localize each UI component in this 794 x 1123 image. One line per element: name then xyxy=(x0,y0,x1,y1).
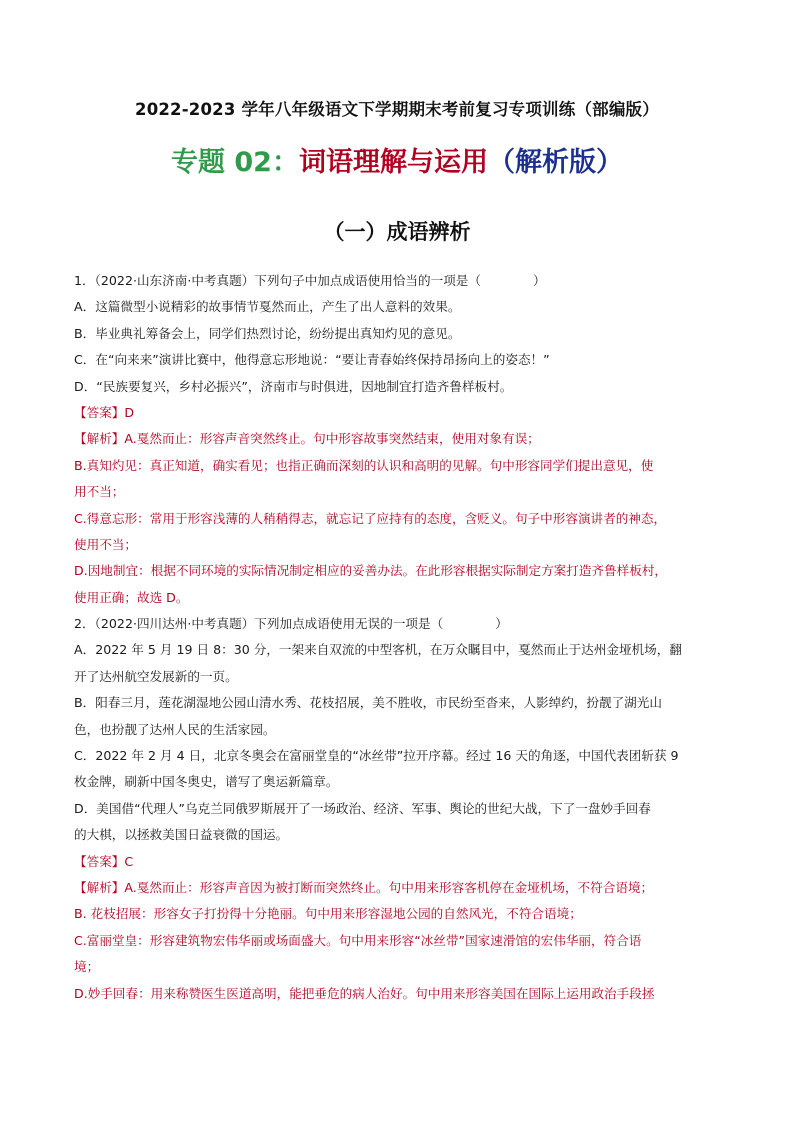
document-header-title: 2022-2023 学年八年级语文下学期期末考前复习专项训练（部编版） xyxy=(135,100,659,119)
question-2-option-line: 的大棋，以拯救美国日益衰微的国运。 xyxy=(74,827,289,843)
question-1-analysis-line: 使用正确；故选 D。 xyxy=(74,589,189,605)
question-1-stem: 1．（2022·山东济南·中考真题）下列句子中加点成语使用恰当的一项是（ ） xyxy=(74,273,546,288)
question-2-analysis-line: C.富丽堂皇：形容建筑物宏伟华丽或场面盛大。句中用来形容“冰丝带”国家速滑馆的宏伟华丽，符合语 xyxy=(74,932,642,948)
question-1-option-b: B．毕业典礼筹备会上，同学们热烈讨论，纷纷提出真知灼见的意见。 xyxy=(74,325,461,341)
topic-tag: （解析版） xyxy=(487,147,623,178)
question-2-option-line: C．2022 年 2 月 4 日，北京冬奥会在富丽堂皇的“冰丝带”拉开序幕。经过 16 天的角逐，中国代表团斩获 9 xyxy=(74,748,679,764)
question-2-option-line: D．美国借“代理人”乌克兰同俄罗斯展开了一场政治、经济、军事、舆论的世纪大战，下了一盘妙手回春 xyxy=(74,800,651,816)
question-1-analysis-line: C.得意忘形：常用于形容浅薄的人稍稍得志，就忘记了应持有的态度，含贬义。句子中形容演讲者的神态， xyxy=(74,510,667,526)
question-1-option-c: C．在“向来来”演讲比赛中，他得意忘形地说：“要让青春始终保持昂扬向上的姿态！” xyxy=(74,352,550,368)
question-2-stem: 2．（2022·四川达州·中考真题）下列加点成语使用无误的一项是（ ） xyxy=(74,616,508,632)
question-2-option-line: A．2022 年 5 月 19 日 8：30 分，一架来自双流的中型客机，在万众瞩目中，戛然而止于达州金垭机场，翻 xyxy=(74,642,682,658)
question-1-analysis-line: D.因地制宜：根据不同环境的实际情况制定相应的妥善办法。在此形容根据实际制定方案打造齐鲁样板村， xyxy=(74,563,668,579)
question-2-answer: 【答案】C xyxy=(74,853,134,869)
question-2-analysis-line: B. 花枝招展：形容女子打扮得十分艳丽。句中用来形容湿地公园的自然风光，不符合语境； xyxy=(74,906,582,922)
question-1-analysis-line: 使用不当； xyxy=(74,536,137,552)
section-title: （一）成语辨析 xyxy=(323,220,471,244)
question-2-analysis-line: D.妙手回春：用来称赞医生医道高明，能把垂危的病人治好。句中用来形容美国在国际上运用政治手段拯 xyxy=(74,985,655,1001)
question-1-analysis-line: B.真知灼见：真正知道，确实看见；也指正确而深刻的认识和高明的见解。句中形容同学们提出意见，使 xyxy=(74,457,654,473)
question-1-option-d: D．“民族要复兴，乡村必振兴”，济南市与时俱进，因地制宜打造齐鲁样板村。 xyxy=(74,378,513,394)
question-2-analysis-line: 【解析】A.戛然而止：形容声音因为被打断而突然终止。句中用来形容客机停在金垭机场，不符合语境； xyxy=(74,879,654,895)
topic-name: 词语理解与运用 xyxy=(298,147,488,178)
question-2-analysis-line: 境； xyxy=(74,959,100,975)
topic-number: 专题 02： xyxy=(171,147,299,178)
question-1-analysis-line: 用不当； xyxy=(74,484,125,500)
question-2-option-line: B．阳春三月，莲花湖湿地公园山清水秀、花枝招展，美不胜收，市民纷至沓来，人影绰约，扮靓了湖光山 xyxy=(74,695,662,711)
question-2-option-line: 开了达州航空发展新的一页。 xyxy=(74,668,238,684)
question-1-option-a: A．这篇微型小说精彩的故事情节戛然而止，产生了出人意料的效果。 xyxy=(74,299,461,315)
question-1-analysis-line: 【解析】A.戛然而止：形容声音突然终止。句中形容故事突然结束，使用对象有误； xyxy=(74,431,540,447)
question-2-option-line: 色，也扮靓了达州人民的生活家园。 xyxy=(74,721,276,737)
topic-title xyxy=(0,140,794,179)
question-1-answer: 【答案】D xyxy=(74,404,135,420)
question-content xyxy=(74,268,728,1007)
question-2-option-line: 枚金牌，刷新中国冬奥史，谱写了奥运新篇章。 xyxy=(74,774,339,790)
